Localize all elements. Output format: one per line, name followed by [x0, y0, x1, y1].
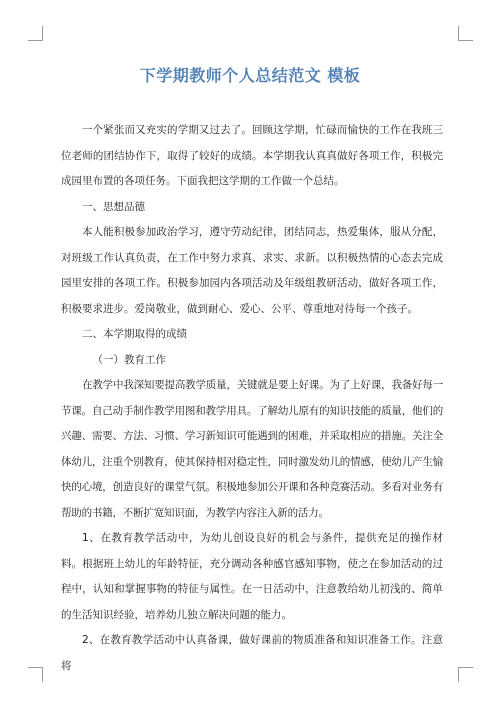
section-heading-achievements: 二、本学期取得的成绩 [82, 328, 187, 340]
subsection-heading-teaching: （一）教育工作 [92, 353, 166, 366]
section-heading-ideology: 一、思想品德 [82, 200, 145, 213]
paragraph-ideology: 本人能积极参加政治学习，遵守劳动纪律，团结同志，热爱集体，服从分配，对班级工作认真负责，在工作中努力求真、求实、求新。以积极热情的心态去完成园里安排的各项工作。积极参加园内各项活动及年级组教研活动，做好各项工作，积极要求进步。爱岗敬业，做到耐心、爱心、公平、尊重地对待每一个孩子。 [61, 226, 443, 315]
crop-mark-top-left [28, 26, 43, 41]
paragraph-item-1: 1、在教育教学活动中，为幼儿创设良好的机会与条件，提供充足的操作材料。根据班上幼儿的年龄特征，充分调动各种感官感知事物，使之在参加活动的过程中，认知和掌握事物的特征与属性。在一日活动中，注意教给幼儿初浅的、简单的生活知识经验，培养幼儿独立解决问题的能力。 [61, 532, 443, 621]
crop-mark-bottom-left [28, 667, 43, 682]
crop-mark-bottom-right [458, 667, 473, 682]
paragraph-teaching: 在教学中我深知要提高教学质量，关键就是要上好课。为了上好课，我备好每一节课。自己动手制作教学用图和教学用具。了解幼儿原有的知识技能的质量，他们的兴趣、需要、方法、习惯、学习新知识可能遇到的困难，并采取相应的措施。关注全体幼儿，注重个别教育，使其保持相对稳定性，同时激发幼儿的情感，使幼儿产生愉快的心境，创造良好的课堂气氛。积极地参加公开课和各种竞赛活动。多看对业务有帮助的书籍，不断扩宽知识面，为教学内容注入新的活力。 [61, 379, 443, 519]
crop-mark-top-right [458, 26, 473, 41]
document-title: 下学期教师个人总结范文 模板 [139, 66, 361, 85]
paragraph-item-2: 2、在教育教学活动中认真备课，做好课前的物质准备和知识准备工作。注意将 [61, 634, 443, 672]
document-body [61, 118, 443, 679]
paragraph-intro: 一个紧张而又充实的学期又过去了。回顾这学期，忙碌而愉快的工作在我班三位老师的团结协作下，取得了较好的成绩。本学期我认真真做好各项工作，积极完成园里布置的各项任务。下面我把这学期的工作做一个总结。 [61, 124, 443, 187]
